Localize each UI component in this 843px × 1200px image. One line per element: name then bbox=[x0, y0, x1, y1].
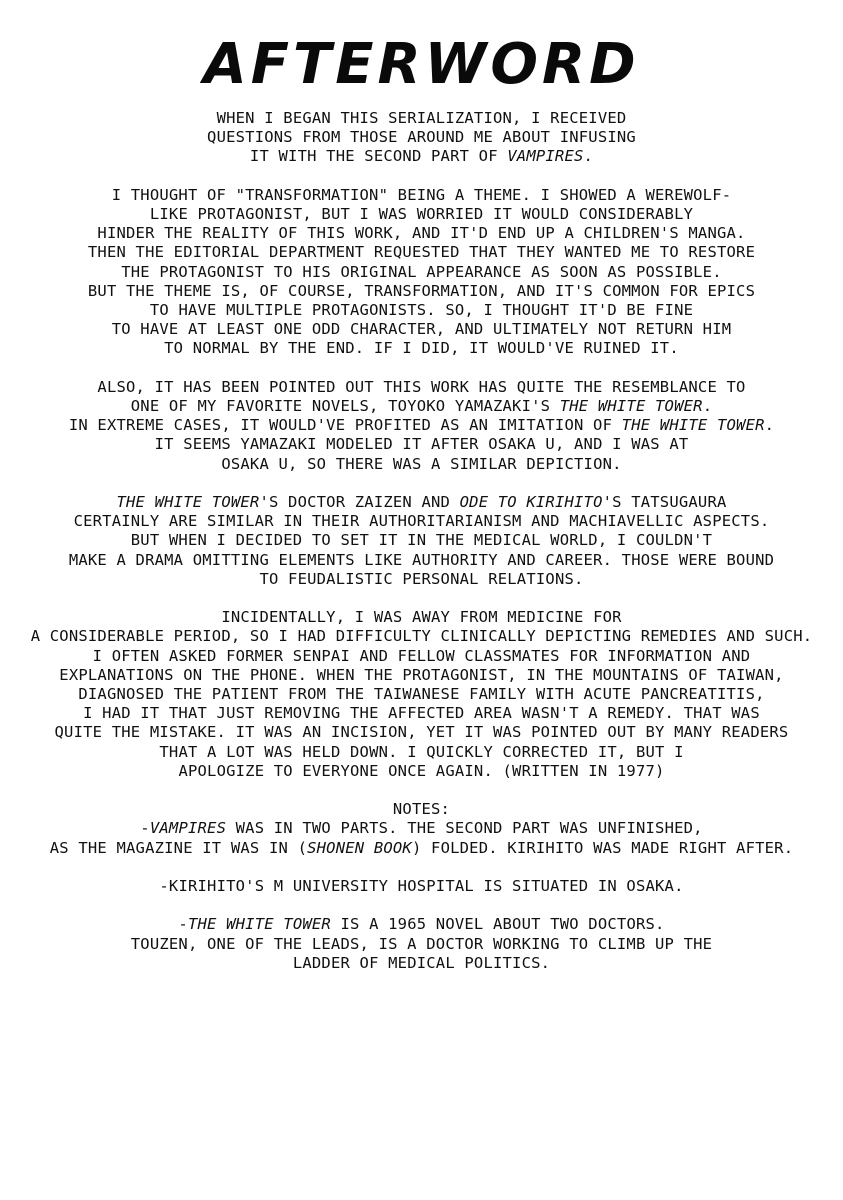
paragraph bbox=[10, 109, 833, 167]
text-line bbox=[10, 954, 833, 973]
italic-title-text: ODE TO KIRIHITO bbox=[459, 493, 603, 512]
text-segment: NOTES: bbox=[392, 800, 451, 819]
text-segment: TOUZEN, ONE OF THE LEADS, IS A DOCTOR WORKING TO CLIMB UP THE bbox=[130, 934, 713, 953]
italic-title-text: THE WHITE TOWER bbox=[187, 915, 331, 934]
text-segment: I THOUGHT OF "TRANSFORMATION" BEING A THEME. I SHOWED A WEREWOLF- bbox=[111, 185, 732, 204]
text-segment: TO NORMAL BY THE END. IF I DID, IT WOULD'VE RUINED IT. bbox=[164, 339, 679, 358]
text-segment: TO HAVE MULTIPLE PROTAGONISTS. SO, I THOUGHT IT'D BE FINE bbox=[149, 301, 694, 320]
text-segment: AS THE MAGAZINE IT WAS IN ( bbox=[49, 838, 308, 857]
paragraph bbox=[10, 800, 833, 858]
text-segment: INCIDENTALLY, I WAS AWAY FROM MEDICINE FOR bbox=[221, 608, 622, 627]
text-segment: APOLOGIZE TO EVERYONE ONCE AGAIN. (WRITTEN IN 1977) bbox=[178, 761, 665, 780]
paragraph bbox=[10, 493, 833, 589]
text-segment: WHEN I BEGAN THIS SERIALIZATION, I RECEIVED bbox=[216, 109, 627, 127]
text-segment: EXPLANATIONS ON THE PHONE. WHEN THE PROTAGONIST, IN THE MOUNTAINS OF TAIWAN, bbox=[59, 665, 784, 684]
text-segment: LADDER OF MEDICAL POLITICS. bbox=[292, 953, 551, 972]
text-line bbox=[10, 397, 833, 416]
text-line bbox=[10, 762, 833, 781]
text-line bbox=[10, 320, 833, 339]
text-segment: IS A 1965 NOVEL ABOUT TWO DOCTORS. bbox=[330, 915, 665, 934]
text-line bbox=[10, 531, 833, 550]
text-line bbox=[10, 627, 833, 646]
italic-title-text: THE WHITE TOWER bbox=[621, 416, 765, 435]
text-segment: . bbox=[583, 147, 594, 166]
italic-title-text: THE WHITE TOWER bbox=[116, 493, 260, 512]
text-line bbox=[10, 819, 833, 838]
text-line bbox=[10, 339, 833, 358]
text-segment: IT SEEMS YAMAZAKI MODELED IT AFTER OSAKA U, AND I WAS AT bbox=[154, 435, 689, 454]
afterword-body bbox=[10, 109, 833, 992]
italic-title-text: VAMPIRES bbox=[149, 819, 227, 838]
text-line bbox=[10, 224, 833, 243]
text-line bbox=[10, 263, 833, 282]
text-line bbox=[10, 723, 833, 742]
text-line bbox=[10, 455, 833, 474]
text-line bbox=[10, 685, 833, 704]
text-line bbox=[10, 704, 833, 723]
text-segment: LIKE PROTAGONIST, BUT I WAS WORRIED IT WOULD CONSIDERABLY bbox=[149, 205, 694, 223]
text-segment: TO HAVE AT LEAST ONE ODD CHARACTER, AND ULTIMATELY NOT RETURN HIM bbox=[111, 320, 732, 339]
text-segment: . bbox=[764, 416, 775, 435]
italic-title-text: SHONEN BOOK bbox=[307, 838, 412, 857]
text-line bbox=[10, 243, 833, 262]
text-line bbox=[10, 608, 833, 627]
text-line bbox=[10, 877, 833, 896]
text-segment: QUITE THE MISTAKE. IT WAS AN INCISION, YET IT WAS POINTED OUT BY MANY READERS bbox=[54, 723, 789, 742]
text-segment: WAS IN TWO PARTS. THE SECOND PART WAS UNFINISHED, bbox=[226, 819, 703, 838]
text-segment: BUT THE THEME IS, OF COURSE, TRANSFORMATION, AND IT'S COMMON FOR EPICS bbox=[87, 281, 756, 300]
text-segment: IN EXTREME CASES, IT WOULD'VE PROFITED AS AN IMITATION OF bbox=[68, 416, 622, 435]
text-segment: IT WITH THE SECOND PART OF bbox=[249, 147, 508, 166]
text-line bbox=[10, 109, 833, 128]
text-segment: TO FEUDALISTIC PERSONAL RELATIONS. bbox=[259, 569, 584, 588]
text-line bbox=[10, 282, 833, 301]
text-segment: OSAKA U, SO THERE WAS A SIMILAR DEPICTION. bbox=[221, 454, 622, 473]
text-line bbox=[10, 570, 833, 589]
text-segment: CERTAINLY ARE SIMILAR IN THEIR AUTHORITARIANISM AND MACHIAVELLIC ASPECTS. bbox=[73, 512, 770, 531]
text-line bbox=[10, 435, 833, 454]
italic-title-text: THE WHITE TOWER bbox=[559, 397, 703, 416]
text-segment: -KIRIHITO'S M UNIVERSITY HOSPITAL IS SITUATED IN OSAKA. bbox=[159, 877, 684, 896]
text-segment: ) FOLDED. KIRIHITO WAS MADE RIGHT AFTER. bbox=[411, 838, 794, 857]
text-segment: 'S TATSUGAURA bbox=[602, 493, 727, 512]
text-line bbox=[10, 128, 833, 147]
text-line bbox=[10, 915, 833, 934]
paragraph bbox=[10, 877, 833, 896]
text-line bbox=[10, 378, 833, 397]
text-line bbox=[10, 493, 833, 512]
text-segment: THEN THE EDITORIAL DEPARTMENT REQUESTED THAT THEY WANTED ME TO RESTORE bbox=[87, 243, 756, 262]
text-segment: - bbox=[140, 819, 150, 838]
text-segment: A CONSIDERABLE PERIOD, SO I HAD DIFFICULTY CLINICALLY DEPICTING REMEDIES AND SUCH. bbox=[30, 627, 813, 646]
text-line bbox=[10, 301, 833, 320]
text-segment: . bbox=[702, 397, 713, 416]
text-line bbox=[10, 839, 833, 858]
paragraph bbox=[10, 186, 833, 359]
text-line bbox=[10, 935, 833, 954]
paragraph bbox=[10, 378, 833, 474]
italic-title-text: VAMPIRES bbox=[507, 147, 584, 166]
text-segment: THE PROTAGONIST TO HIS ORIGINAL APPEARANCE AS SOON AS POSSIBLE. bbox=[121, 262, 722, 281]
text-line bbox=[10, 512, 833, 531]
text-segment: ONE OF MY FAVORITE NOVELS, TOYOKO YAMAZAKI'S bbox=[130, 397, 560, 416]
text-line bbox=[10, 743, 833, 762]
text-segment: I HAD IT THAT JUST REMOVING THE AFFECTED AREA WASN'T A REMEDY. THAT WAS bbox=[83, 704, 760, 723]
text-line bbox=[10, 205, 833, 224]
text-segment: QUESTIONS FROM THOSE AROUND ME ABOUT INFUSING bbox=[207, 128, 636, 147]
text-line bbox=[10, 800, 833, 819]
paragraph bbox=[10, 608, 833, 781]
page-title: AFTERWORD bbox=[203, 32, 640, 97]
text-segment: HINDER THE REALITY OF THIS WORK, AND IT'D END UP A CHILDREN'S MANGA. bbox=[97, 224, 746, 243]
text-line bbox=[10, 416, 833, 435]
text-line bbox=[10, 147, 833, 166]
text-line bbox=[10, 551, 833, 570]
text-segment: BUT WHEN I DECIDED TO SET IT IN THE MEDICAL WORLD, I COULDN'T bbox=[130, 531, 713, 550]
text-line bbox=[10, 647, 833, 666]
text-segment: MAKE A DRAMA OMITTING ELEMENTS LIKE AUTHORITY AND CAREER. THOSE WERE BOUND bbox=[68, 550, 775, 569]
text-segment: I OFTEN ASKED FORMER SENPAI AND FELLOW CLASSMATES FOR INFORMATION AND bbox=[92, 646, 751, 665]
text-line bbox=[10, 186, 833, 205]
paragraph bbox=[10, 915, 833, 973]
text-segment: DIAGNOSED THE PATIENT FROM THE TAIWANESE FAMILY WITH ACUTE PANCREATITIS, bbox=[78, 685, 765, 704]
text-segment: THAT A LOT WAS HELD DOWN. I QUICKLY CORRECTED IT, BUT I bbox=[159, 742, 684, 761]
text-line bbox=[10, 666, 833, 685]
text-segment: 'S DOCTOR ZAIZEN AND bbox=[259, 493, 460, 512]
text-segment: ALSO, IT HAS BEEN POINTED OUT THIS WORK HAS QUITE THE RESEMBLANCE TO bbox=[97, 377, 746, 396]
text-segment: - bbox=[178, 915, 188, 934]
